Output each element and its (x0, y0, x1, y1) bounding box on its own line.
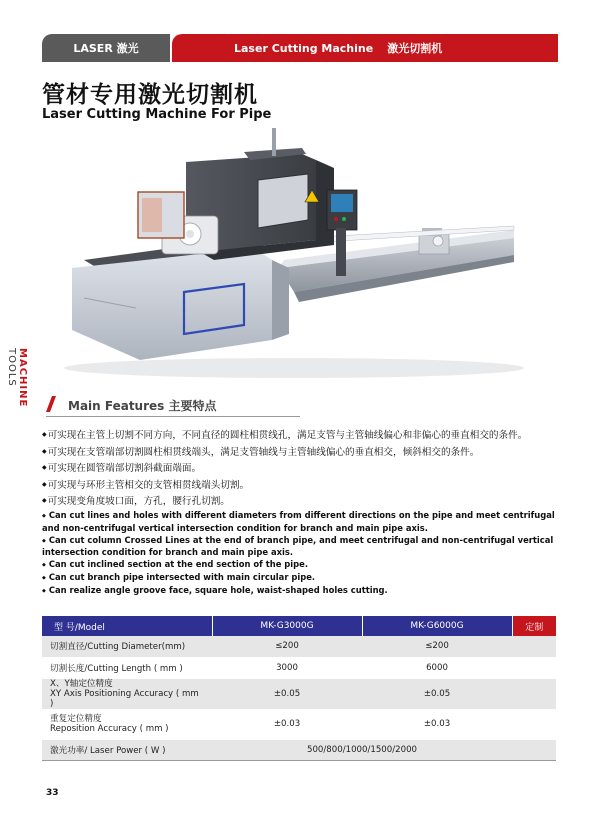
cell-value-merged: 500/800/1000/1500/2000 (212, 739, 512, 760)
cell-value: ±0.03 (212, 709, 362, 739)
row-label-en: XY Axis Positioning Accuracy ( mm ) (50, 688, 199, 709)
cell-empty (512, 636, 556, 657)
main-features-heading (46, 392, 300, 418)
header-custom: 定制 (512, 616, 556, 636)
cell-value: ±0.05 (362, 678, 512, 709)
features-list-cn (42, 427, 562, 510)
side-label-tools: TOOLS (6, 348, 17, 387)
feature-en-item: ◆ Can cut inclined section at the end section of the pipe. (42, 559, 562, 572)
row-label: 切割直径/Cutting Diameter(mm) (42, 636, 212, 657)
category-tab-label: LASER 激光 (73, 42, 139, 55)
heading-divider (46, 416, 300, 417)
section-tab-label-en: Laser Cutting Machine (234, 41, 374, 55)
feature-en-item: ◆ Can cut lines and holes with different diameters from different directions on the pipe and meet centrifugal and non-centrifugal vertical intersection condition for branch and main pipe axis. (42, 510, 562, 535)
row-label-en: Reposition Accuracy ( mm ) (50, 724, 169, 734)
features-list-en (42, 510, 562, 598)
cell-empty (512, 657, 556, 678)
header-model: 型 号/Model (42, 616, 212, 636)
spec-table-header (42, 616, 556, 636)
pipe-laser-machine-image (44, 120, 564, 382)
feature-en-item: ◆ Can cut branch pipe intersected with main circular pipe. (42, 572, 562, 585)
cell-value: ±0.03 (362, 709, 512, 739)
table-row (42, 739, 556, 760)
table-row (42, 657, 556, 678)
section-tab-label-cn: 激光切割机 (387, 42, 443, 55)
cell-empty (512, 709, 556, 739)
cell-empty (512, 739, 556, 760)
feature-en-item: ◆ Can realize angle groove face, square hole, waist-shaped holes cutting. (42, 585, 562, 598)
slash-mark-icon (46, 396, 56, 412)
cell-value: ≤200 (362, 636, 512, 657)
row-label (42, 678, 212, 709)
feature-cn-item: ◆ 可实现在支管端部切割圆柱相贯线端头，满足支管轴线与主管轴线偏心的垂直相交，倾斜相交的条件。 (42, 444, 562, 461)
row-label: 激光功率/ Laser Power ( W ) (42, 739, 212, 760)
spec-table (42, 616, 556, 761)
table-row (42, 678, 556, 709)
row-label: 切割长度/Cutting Length ( mm ) (42, 657, 212, 678)
main-features-title: Main Features 主要特点 (68, 399, 217, 413)
feature-cn-item: ◆ 可实现变角度坡口面，方孔，腰行孔切割。 (42, 493, 562, 510)
feature-cn-item: ◆ 可实现在圆管端部切割斜截面端面。 (42, 460, 562, 477)
page-title-cn: 管材专用激光切割机 (42, 82, 258, 108)
cell-value: 3000 (212, 657, 362, 678)
row-label-cn: X、Y轴定位精度 (50, 678, 113, 689)
table-row (42, 636, 556, 657)
table-row (42, 709, 556, 739)
feature-en-item: ◆ Can cut column Crossed Lines at the end of branch pipe, and meet centrifugal and non-centrifugal vertical intersection condition for branch and main pipe axis. (42, 535, 562, 560)
cell-value: 6000 (362, 657, 512, 678)
cell-value: ±0.05 (212, 678, 362, 709)
cell-empty (512, 678, 556, 709)
category-tab-laser (42, 34, 170, 62)
page-number: 33 (46, 788, 59, 798)
row-label-cn: 重复定位精度 (50, 714, 102, 724)
section-tab-laser-cutting (172, 34, 558, 62)
side-category-label (6, 348, 28, 448)
header-mk-g3000g: MK-G3000G (212, 616, 362, 636)
side-label-machine: MACHINE (17, 348, 28, 408)
row-label (42, 709, 212, 739)
page-title-en: Laser Cutting Machine For Pipe (42, 107, 272, 122)
feature-cn-item: ◆ 可实现与环形主管相交的支管相贯线端头切割。 (42, 477, 562, 494)
feature-cn-item: ◆ 可实现在主管上切割不同方向，不同直径的圆柱相贯线孔，满足支管与主管轴线偏心和非偏心的垂直相交的条件。 (42, 427, 562, 444)
header-mk-g6000g: MK-G6000G (362, 616, 512, 636)
cell-value: ≤200 (212, 636, 362, 657)
